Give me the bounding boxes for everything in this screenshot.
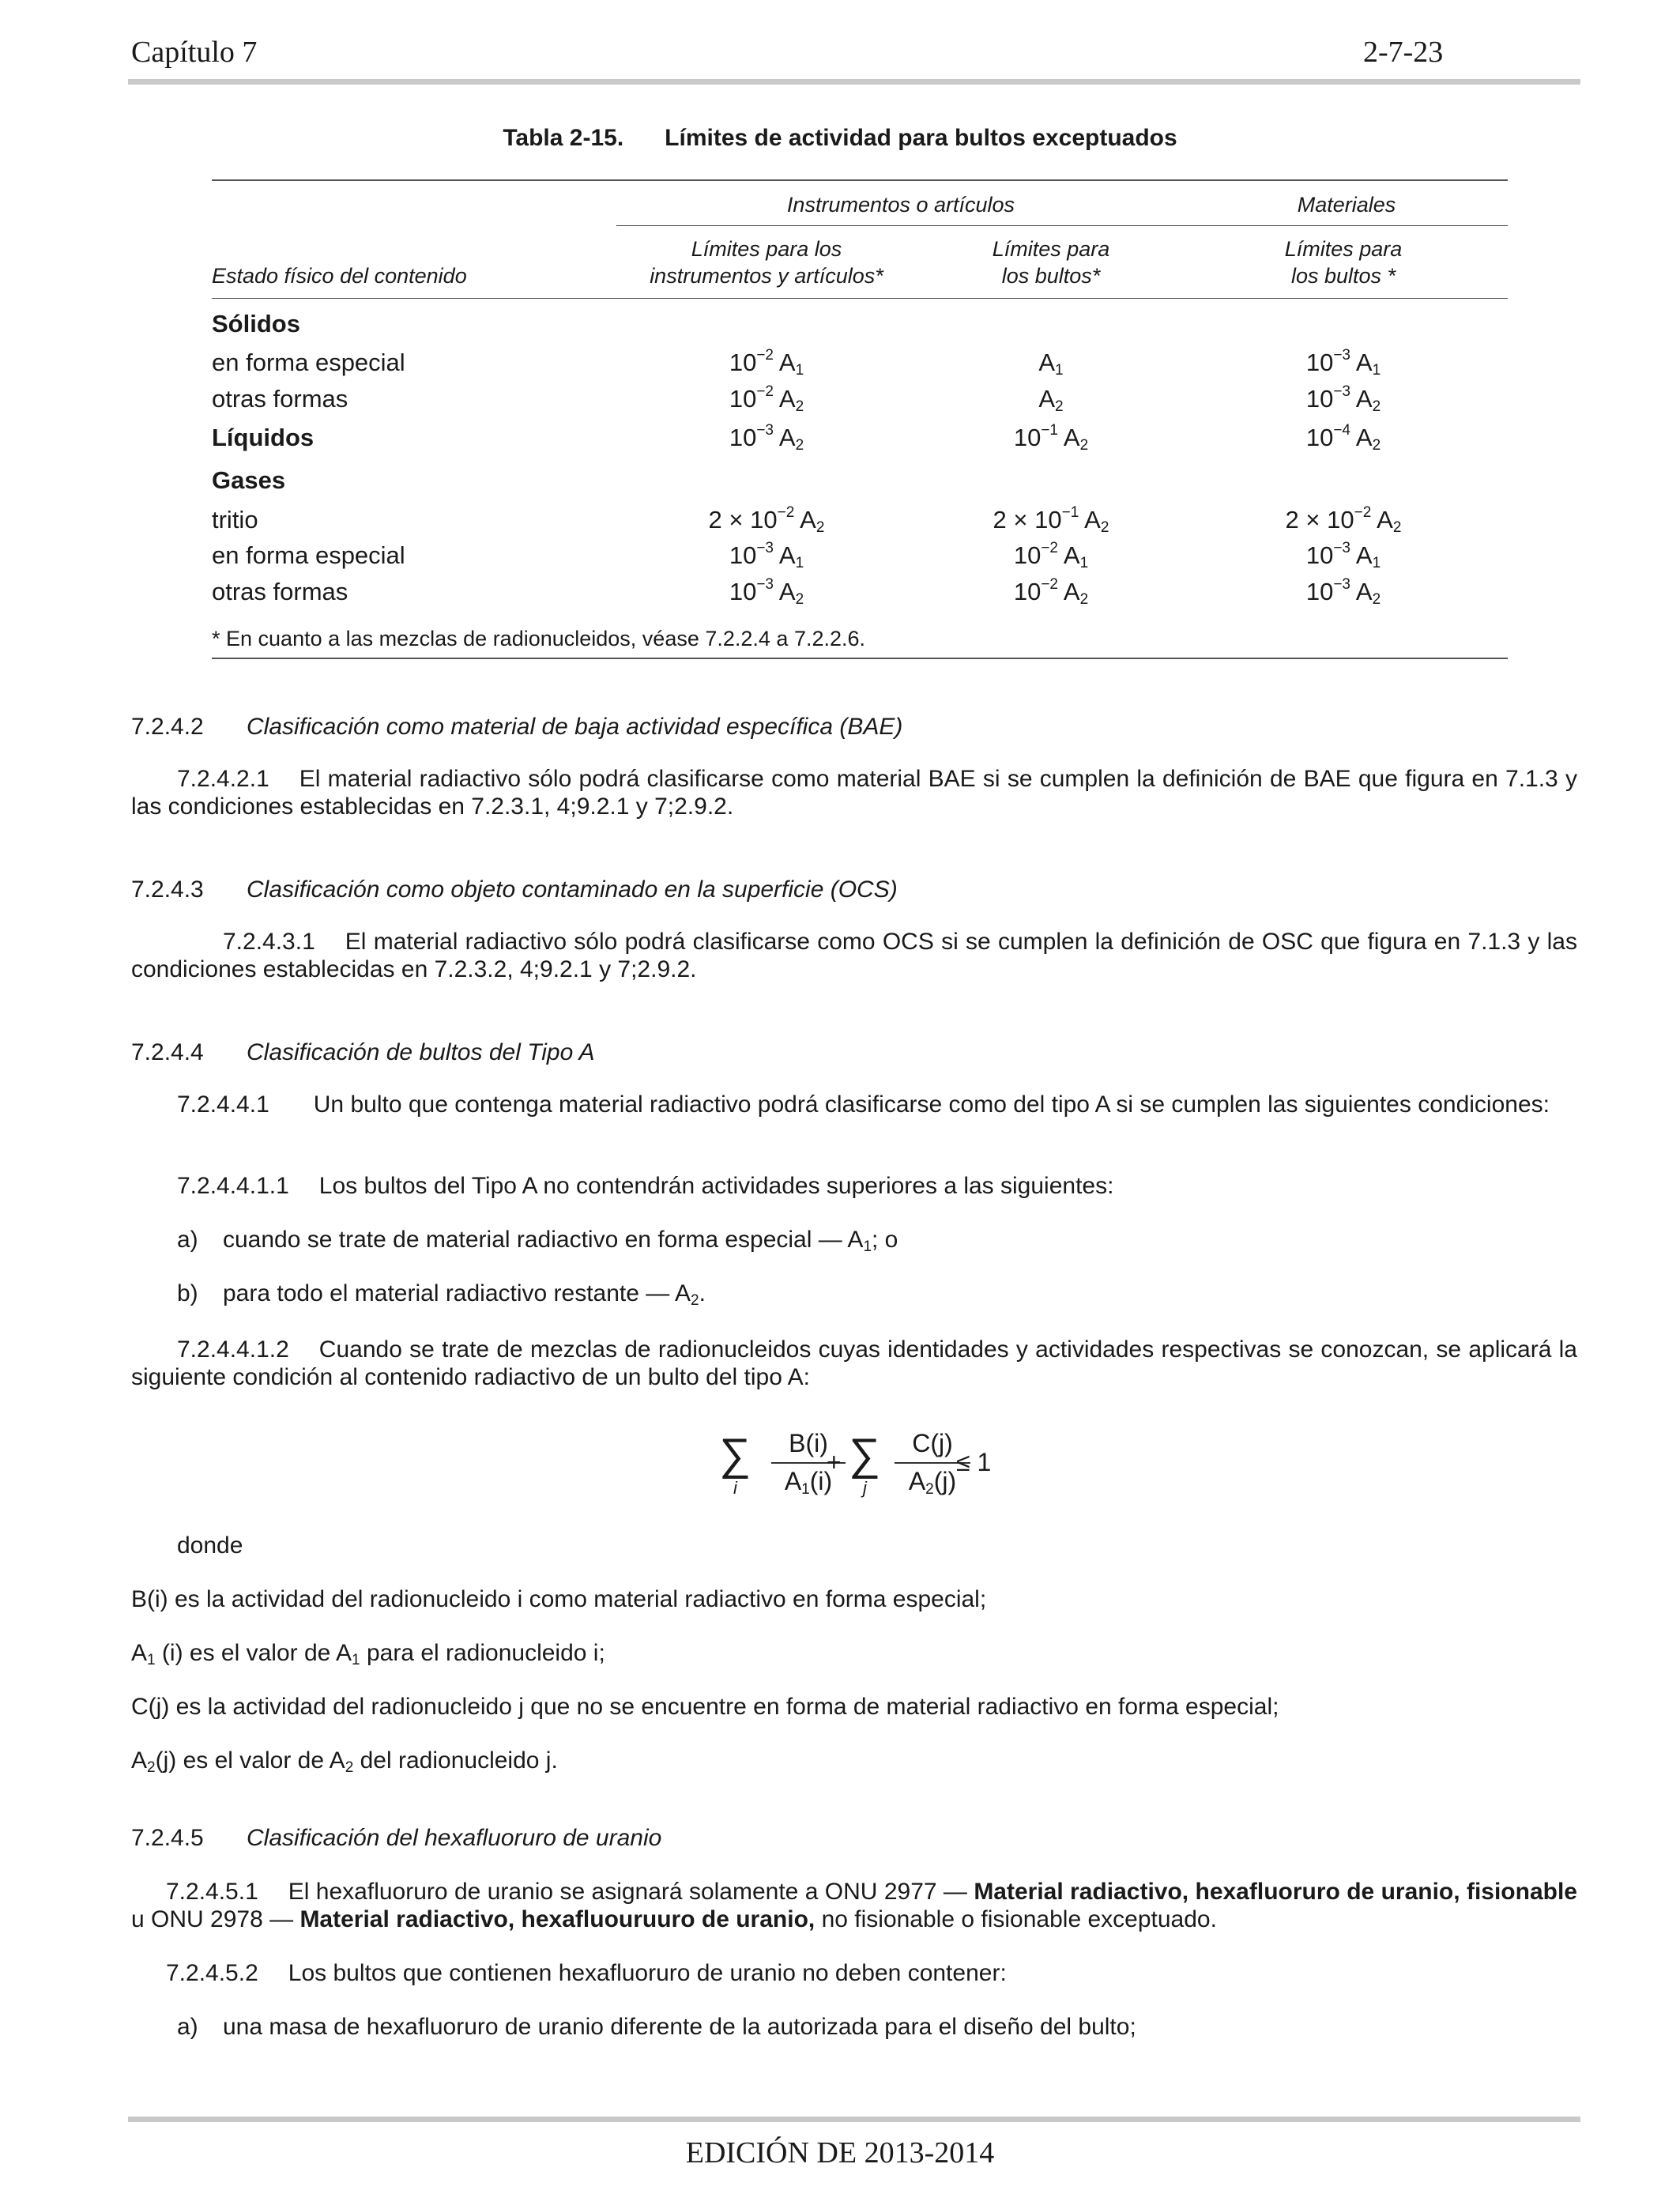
footer-rule xyxy=(128,2117,1580,2122)
table-cell: $10^{-3}$ $A_1$ xyxy=(1305,347,1381,379)
table-cell: $10^{-3}$ $A_2$ xyxy=(1305,383,1381,415)
section-solids: Sólidos xyxy=(212,310,300,337)
section-gases: Gases xyxy=(212,466,286,494)
table-number: Tabla 2-15. xyxy=(503,125,624,151)
definition: B(i) es la actividad del radionucleido i como material radiactivo en forma especial; xyxy=(131,1586,987,1612)
table-cell: $10^{-4}$ $A_2$ xyxy=(1305,422,1381,454)
table-cell: $10^{-1}$ $A_2$ xyxy=(1013,422,1089,454)
paragraph: 7.2.4.3.1 El material radiactivo sólo podrá clasificarse como OCS si se cumplen la definición de OSC que figura en 7.1.3 y las condiciones establecidas en 7.2.3.2, 4;9.2.1 y 7;2.9.2. xyxy=(131,929,1577,982)
header-rule xyxy=(128,79,1580,85)
table-header-rule xyxy=(212,298,1508,299)
table-cell: $10^{-3}$ $A_1$ xyxy=(1305,540,1381,571)
table-cell: $A_2$ xyxy=(1038,385,1064,415)
table-caption xyxy=(0,125,1680,152)
col-header-instruments-limits: Límites para los instrumentos y artículos* xyxy=(650,237,883,288)
section-heading: 7.2.4.5 Clasificación del hexafluoruro de uranio xyxy=(131,1825,662,1851)
list-item: b) para todo el material radiactivo restante — $A_2$. xyxy=(177,1280,706,1309)
table-cell: $2 \times 10^{-1}$ $A_2$ xyxy=(993,504,1109,536)
definition: $A_2(j)$ es el valor de $A_2$ del radionucleido j. xyxy=(131,1747,558,1776)
definition: $A_1$ (i) es el valor de $A_1$ para el radionucleido i; xyxy=(131,1640,605,1668)
section-heading: 7.2.4.2 Clasificación como material de baja actividad específica (BAE) xyxy=(131,714,903,740)
table-cell: $A_1$ xyxy=(1038,349,1064,379)
col-header-package-limits: Límites para los bultos* xyxy=(992,237,1110,288)
table-footnote: * En cuanto a las mezclas de radionucleidos, véase 7.2.2.4 a 7.2.2.6. xyxy=(212,627,866,650)
row-label: en forma especial xyxy=(212,349,405,376)
table-cell: $10^{-2}$ $A_2$ xyxy=(729,383,804,415)
table-group-rule xyxy=(616,225,1508,226)
group-header-materials: Materiales xyxy=(1297,193,1396,217)
col-header-state: Estado físico del contenido xyxy=(212,264,467,288)
table-cell: $10^{-3}$ $A_1$ xyxy=(729,540,804,571)
table-cell: $2 \times 10^{-2}$ $A_2$ xyxy=(1285,504,1402,536)
row-label: en forma especial xyxy=(212,541,405,569)
section-liquids: Líquidos xyxy=(212,424,315,451)
table-title: Límites de actividad para bultos exceptuados xyxy=(665,125,1177,151)
row-label: otras formas xyxy=(212,578,348,605)
paragraph: 7.2.4.4.1.2 Cuando se trate de mezclas de radionucleidos cuyas identidades y actividades respectivas se conozcan, se aplicará la siguiente condición al contenido radiactivo de un bulto del tipo A: xyxy=(131,1336,1577,1390)
col-header-materials-limits: Límites para los bultos * xyxy=(1284,237,1403,288)
paragraph: 7.2.4.4.1 Un bulto que contenga material radiactivo podrá clasificarse como del tipo A si se cumplen las siguientes condiciones: xyxy=(177,1091,1550,1118)
list-item: a) una masa de hexafluoruro de uranio diferente de la autorizada para el diseño del bulto; xyxy=(177,2014,1136,2040)
table-cell: $10^{-2}$ $A_2$ xyxy=(1013,576,1089,608)
sum-symbol: ∑ xyxy=(719,1429,751,1479)
section-heading: 7.2.4.3 Clasificación como objeto contaminado en la superficie (OCS) xyxy=(131,876,898,903)
table-cell: $10^{-2}$ $A_1$ xyxy=(1013,540,1089,571)
table-top-rule xyxy=(212,179,1508,181)
group-header-instruments: Instrumentos o artículos xyxy=(786,193,1015,217)
table-cell: $10^{-3}$ $A_2$ xyxy=(729,422,804,454)
paragraph: 7.2.4.2.1 El material radiactivo sólo podrá clasificarse como material BAE si se cumplen la definición de BAE que figura en 7.1.3 y las condiciones establecidas en 7.2.3.1, 4;9.2.1 y 7;2.9.2. xyxy=(131,766,1577,820)
page-number: 2-7-23 xyxy=(1363,36,1444,69)
row-label: tritio xyxy=(212,506,258,533)
table-cell: $10^{-3}$ $A_2$ xyxy=(1305,576,1381,608)
sum-symbol: ∑ xyxy=(849,1429,880,1479)
row-label: otras formas xyxy=(212,385,348,413)
donde-label: donde xyxy=(177,1532,243,1559)
edition-footer: EDICIÓN DE 2013-2014 xyxy=(685,2136,995,2169)
definition: C(j) es la actividad del radionucleido j que no se encuentre en forma de material radiactivo en forma especial; xyxy=(131,1694,1279,1720)
paragraph: 7.2.4.4.1.1 Los bultos del Tipo A no contendrán actividades superiores a las siguientes: xyxy=(177,1173,1114,1199)
table-cell: $10^{-3}$ $A_2$ xyxy=(729,576,804,608)
section-heading: 7.2.4.4 Clasificación de bultos del Tipo A xyxy=(131,1039,595,1065)
paragraph: 7.2.4.5.2 Los bultos que contienen hexafluoruro de uranio no deben contener: xyxy=(166,1960,1007,1986)
chapter-label: Capítulo 7 xyxy=(131,36,258,69)
list-item: a) cuando se trate de material radiactivo en forma especial — $A_1$; o xyxy=(177,1227,898,1255)
table-cell: $2 \times 10^{-2}$ $A_2$ xyxy=(708,504,825,536)
table-cell: $10^{-2}$ $A_1$ xyxy=(729,347,804,379)
paragraph: 7.2.4.5.1 El hexafluoruro de uranio se asignará solamente a ONU 2977 — Material radiactivo, hexafluoruro de uranio, fisionable u ONU 2978 — Material radiactivo, hexafluouruuro de uranio, no fisionable o fisionable exceptuado. xyxy=(131,1879,1577,1932)
table-bottom-rule xyxy=(212,658,1508,659)
